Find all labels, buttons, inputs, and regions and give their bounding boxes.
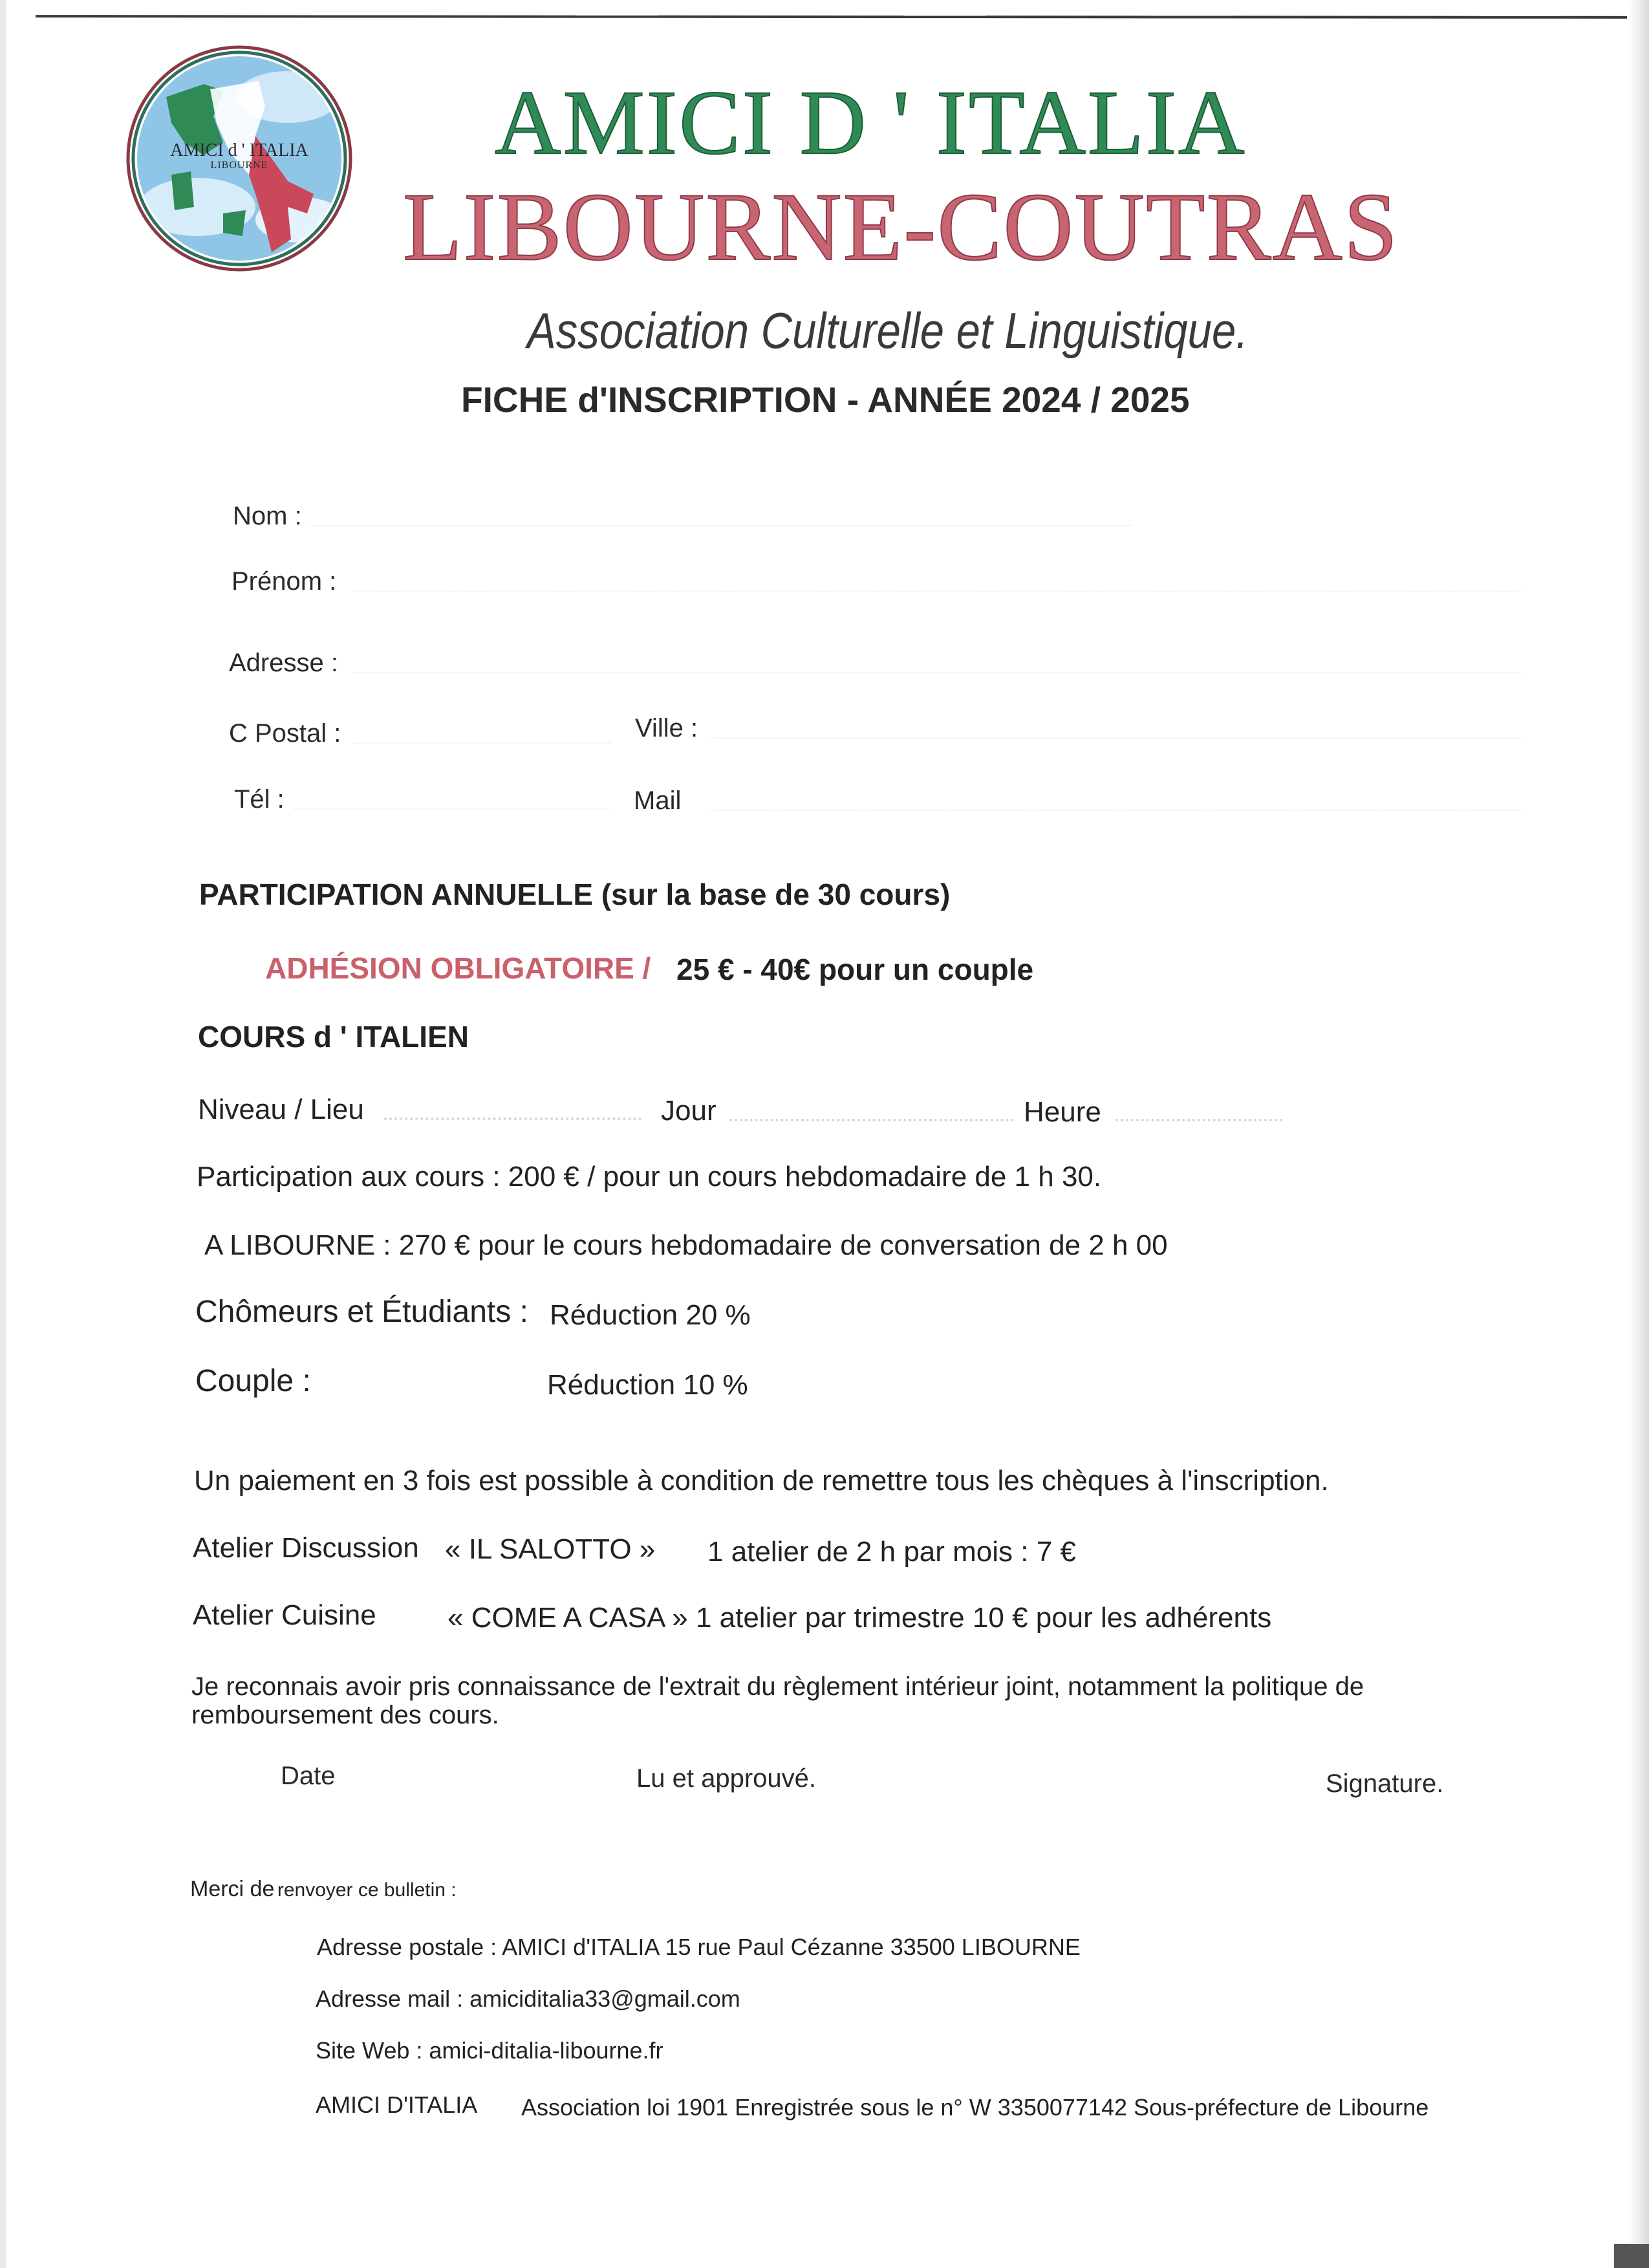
couple-label: Couple : [195,1364,311,1398]
footer-adresse-mail: Adresse mail : amiciditalia33@gmail.com [316,1985,740,2012]
adhesion-price: 25 € - 40€ pour un couple [676,953,1034,986]
field-heure[interactable] [1116,1119,1282,1121]
field-cpostal[interactable] [352,742,611,744]
field-tel[interactable] [294,808,611,810]
adhesion-label: ADHÉSION OBLIGATOIRE / [265,951,651,985]
chomeurs-label: Chômeurs et Étudiants : [195,1295,528,1329]
field-nom[interactable] [310,525,1132,526]
form-title: FICHE d'INSCRIPTION - ANNÉE 2024 / 2025 [461,380,1190,420]
scan-left-edge [0,0,6,2268]
label-signature: Signature. [1326,1769,1444,1798]
field-mail[interactable] [711,810,1523,811]
reglement-line-2: remboursement des cours. [191,1701,499,1729]
participation-heading: PARTICIPATION ANNUELLE (sur la base de 30 cours) [199,878,951,911]
title-amici-ditalia: AMICI D ' ITALIA [495,71,1247,173]
title-libourne-coutras: LIBOURNE-COUTRAS [403,173,1399,281]
scan-top-edge [36,15,1646,19]
footer-assoc-info: Association loi 1901 Enregistrée sous le n° W 3350077142 Sous-préfecture de Libourne [521,2094,1429,2121]
atelier-discussion-detail: 1 atelier de 2 h par mois : 7 € [707,1536,1076,1568]
label-adresse: Adresse : [229,649,338,677]
couple-reduction: Réduction 10 % [547,1369,748,1401]
chomeurs-reduction: Réduction 20 % [550,1299,751,1331]
label-prenom: Prénom : [232,567,337,596]
participation-cours-text: Participation aux cours : 200 € / pour un cours hebdomadaire de 1 h 30. [197,1161,1102,1193]
label-mail: Mail [634,786,682,815]
label-lu-approuve: Lu et approuvé. [636,1764,816,1793]
label-jour: Jour [661,1095,717,1127]
scan-right-shadow [1627,0,1649,2268]
field-jour[interactable] [729,1119,1014,1121]
field-ville[interactable] [711,737,1523,739]
reglement-line-1: Je reconnais avoir pris connaissance de l'extrait du règlement intérieur joint, notamment la politique de [191,1672,1364,1701]
paiement-text: Un paiement en 3 fois est possible à condition de remettre tous les chèques à l'inscription. [194,1465,1329,1496]
atelier-cuisine-label: Atelier Cuisine [193,1599,376,1631]
atelier-cuisine-text: « COME A CASA » 1 atelier par trimestre 10 € pour les adhérents [447,1602,1272,1634]
field-adresse[interactable] [352,672,1523,673]
logo-text-city: LIBOURNE [210,160,268,171]
libourne-conversation-text: A LIBOURNE : 270 € pour le cours hebdomadaire de conversation de 2 h 00 [204,1229,1168,1261]
label-date: Date [281,1762,336,1790]
field-prenom[interactable] [352,590,1523,592]
label-heure: Heure [1024,1096,1101,1128]
label-niveau-lieu: Niveau / Lieu [198,1094,364,1125]
label-ville: Ville : [635,714,698,742]
atelier-discussion-name: « IL SALOTTO » [445,1533,656,1565]
label-tel: Tél : [234,785,285,814]
association-logo [126,45,352,272]
footer-adresse-postale: Adresse postale : AMICI d'ITALIA 15 rue Paul Cézanne 33500 LIBOURNE [317,1934,1081,1960]
label-cpostal: C Postal : [229,719,341,748]
merci-text-a: Merci de [190,1877,275,1901]
merci-line [190,1878,457,1900]
scan-corner-mark [1614,2244,1649,2268]
field-niveau-lieu[interactable] [384,1118,641,1120]
atelier-discussion-label: Atelier Discussion [193,1532,419,1564]
merci-text-b: renvoyer ce bulletin : [277,1879,457,1901]
footer-site-web: Site Web : amici-ditalia-libourne.fr [316,2037,663,2064]
logo-text-name: AMICI d ' ITALIA [170,140,308,160]
footer-assoc-name: AMICI D'ITALIA [316,2091,478,2118]
cours-heading: COURS d ' ITALIEN [198,1020,469,1053]
label-nom: Nom : [233,502,302,530]
subtitle-association: Association Culturelle et Linguistique. [527,302,1248,359]
